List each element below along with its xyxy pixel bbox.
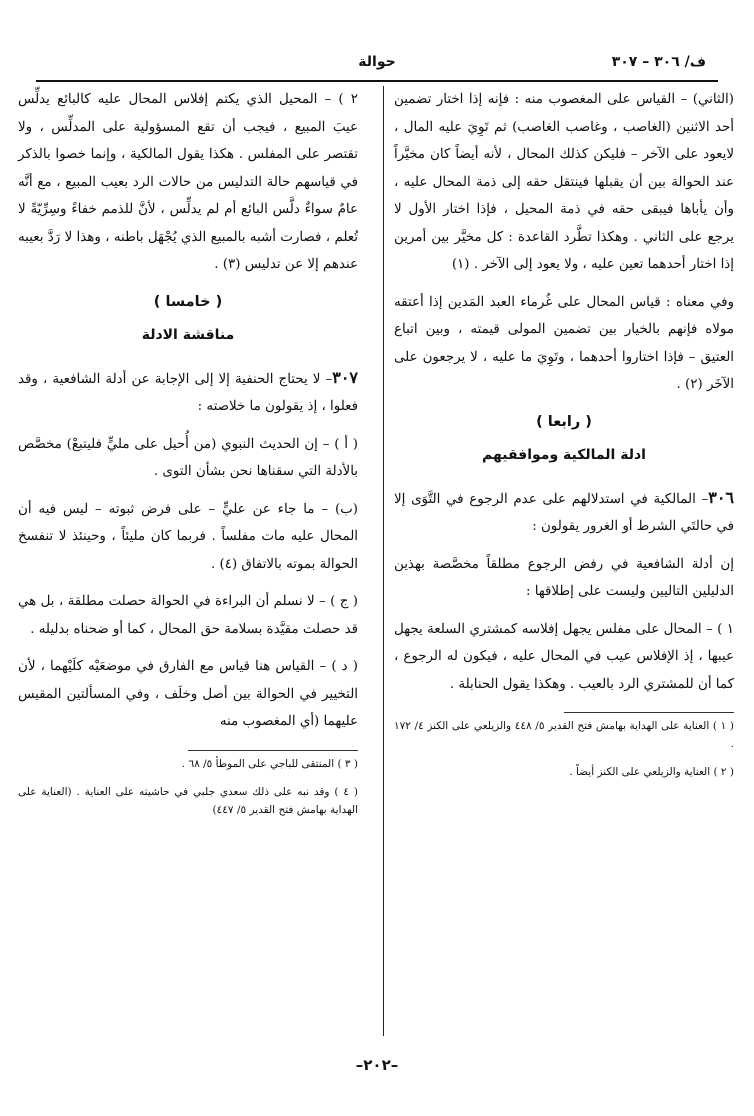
column-divider	[383, 86, 384, 1036]
section-heading-number: ( خامسا )	[153, 293, 223, 310]
paragraph-shafii-evidence: إن أدلة الشافعية في رفض الرجوع مطلقاً مخصَّصة بهذين الدليلين التاليين وليست على إطلاقها :	[394, 556, 734, 599]
paragraph-first-evidence: ١ ) – المحال على مفلس يجهل إفلاسه كمشتري السلعة يجهل عيبها ، إذ الإفلاس عيب في المحال عليه ، فيكون له الرجوع ، كما أن للمشتري الرد بالعيب . وهكذا يقول الحنابلة .	[394, 621, 734, 692]
paragraph-second-evidence: ٢ ) – المحيل الذي يكتم إفلاس المحال عليه كالبائع يدلِّس عيبَ المبيع ، فيجب أن تقع المسؤولية على المدلِّس ، ولا تقتصر على المفلس . هكذا يقول المالكية ، وإنما خصوا بالذكر في قياسهم حالة التدليس من حالات الرد بعيب المبيع ، مع أنَّه عامٌ سواءٌ دلَّس البائع أم لم يدلِّس ، لأنَّ للذمم خفاءً وسِرِّيّةً لا تُعلم ، فصارت أشبه بالمبيع الذي يُجْهَل باطنه ، وهذا لا رَدَّ بعيبه عندهم إلا عن تدليس (٣) .	[18, 92, 358, 272]
paragraph-second-analogy: (الثاني) – القياس على المغصوب منه : فإنه إذا اختار تضمين أحد الاثنين (الغاصب ، وغاصب الغاصب) ثم تَوِيَ عليه المال ، لايعود على الآخر – فليكن كذلك المحال ، لأنه أيضاً كان مخيَّراً عند الحوالة بين أن يقبلها فينتقل حقه إلى ذمة المحال عليه ، وأن يأباها فيبقى حقه في ذمة المحيل ، فإذا اختار الأول لا يرجع على الثاني . وهكذا تطَّرد القاعدة : كل مخيَّر بين أمرين إذا اختار أحدهما تعين عليه ، ولا يعود إلى الآخر . (١)	[394, 92, 734, 272]
page-header	[36, 40, 718, 82]
section-heading-title: ادلة المالكية وموافقيهم	[482, 447, 646, 463]
left-column	[18, 86, 358, 829]
paragraph-c: ( ج ) – لا نسلم أن البراءة في الحوالة حصلت مطلقة ، بل هي قد حصلت مقيَّدة بسلامة حق المحال ، كما أو ضحناه بدليله .	[18, 594, 358, 637]
section-heading-title: مناقشة الادلة	[141, 327, 235, 343]
paragraph-number: ٣٠٧	[332, 367, 358, 387]
section-number: ف/ ٣٠٦ – ٣٠٧	[611, 54, 706, 70]
paragraph-d: ( د ) – القياس هنا قياس مع الفارق في موضعَيْه كلَيْهما ، لأن التخيير في الحوالة بين أصل وخلَف ، وفي المسألتين المقيس عليهما (أي المغصوب منه	[18, 659, 358, 729]
running-title: حوالة	[358, 54, 396, 70]
footnote-divider	[188, 750, 358, 751]
section-heading-number: ( رابعا )	[536, 413, 592, 430]
paragraph-306: ٣٠٦– المالكية في استدلالهم على عدم الرجوع في التَّوَى إلا في حالتَي الشرط أو الغرور يقولون :	[394, 487, 734, 534]
footnote-2: ( ٢ ) العناية والزيلعي على الكنز أيضاً .	[569, 766, 734, 778]
footnote-divider	[564, 712, 734, 713]
footnote-3: ( ٣ ) المنتقى للباجي على الموطأ ٥/ ٦٨ .	[181, 757, 358, 770]
paragraph-a: ( أ ) – إن الحديث النبوي (من أُحيل على مليٍّ فليتبعْ) مخصَّص بالأدلة التي سقناها نحن بشأن التوى .	[18, 436, 358, 479]
paragraph-b: (ب) – ما جاء عن عليٍّ – على فرض ثبوته – ليس فيه أن المحال عليه مات مفلساً . فربما كان مليئاً ، وحينئذ لا تنفسخ الحوالة بموته بالاتفاق (٤) .	[18, 501, 358, 572]
right-column	[394, 86, 734, 791]
footnote-1: ( ١ ) العناية على الهداية بهامش فتح القدير ٥/ ٤٤٨ والزيلعي على الكنز ٤/ ١٧٢ .	[394, 720, 734, 750]
paragraph-307: ٣٠٧– لا يحتاج الحنفية إلا إلى الإجابة عن أدلة الشافعية ، وقد فعلوا ، إذ يقولون ما خلاصته :	[18, 367, 358, 414]
paragraph-creditors-analogy: وفي معناه : قياس المحال على غُرماء العبد المَدين إذا أعتقه مولاه فإنهم بالخيار بين تضمين المولى قيمته ، وبين اتباع العتيق – فإذا اختاروا أحدهما ، وتَوِيَ ما عليه ، لا يرجعون على الآخَر (٢) .	[394, 294, 734, 392]
page-number: –٢٠٢–	[355, 1056, 399, 1074]
paragraph-number: ٣٠٦	[708, 487, 734, 507]
footnote-4: ( ٤ ) وقد نبه على ذلك سعدي جلبي في حاشيته على العناية . (العناية على الهداية بهامش فتح القدير ٥/ ٤٤٧)	[18, 785, 358, 816]
